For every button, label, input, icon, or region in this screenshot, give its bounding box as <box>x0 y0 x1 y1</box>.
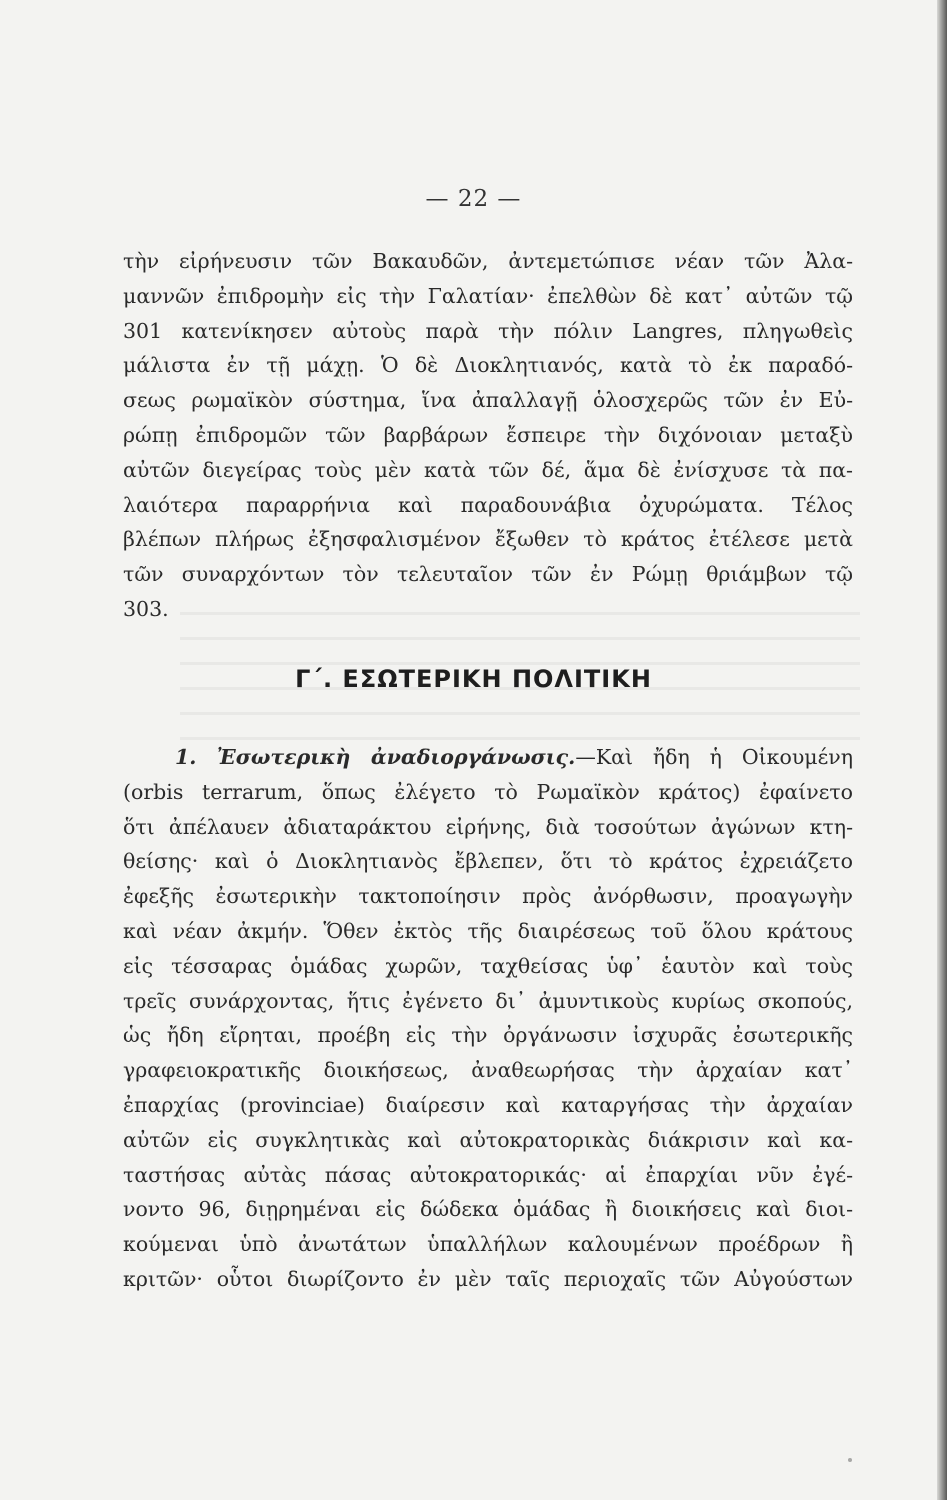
text-line: κριτῶν· οὗτοι διωρίζοντο ἐν μὲν ταῖς περιοχαῖς τῶν Αὐγούστων <box>123 1266 853 1291</box>
text-line: 303. <box>123 596 169 621</box>
text-line: βλέπων πλήρως ἐξησφαλισμένον ἔξωθεν τὸ κράτος ἐτέλεσε μετὰ <box>123 527 853 552</box>
text-line-first <box>123 740 853 775</box>
text-line: καὶ νέαν ἀκμήν. Ὅθεν ἐκτὸς τῆς διαιρέσεως τοῦ ὅλου κράτους <box>123 918 853 943</box>
text-line: (orbis terrarum, ὅπως ἐλέγετο τὸ Ρωμαϊκὸν κράτος) ἐφαίνετο <box>123 779 853 804</box>
text-line: κούμεναι ὑπὸ ἀνωτάτων ὑπαλλήλων καλουμένων προέδρων ἢ <box>123 1232 853 1257</box>
text-line: 301 κατενίκησεν αὐτοὺς παρὰ τὴν πόλιν Langres, πληγωθεὶς <box>123 318 853 343</box>
text-line: ρώπῃ ἐπιδρομῶν τῶν βαρβάρων ἔσπειρε τὴν διχόνοιαν μεταξὺ <box>123 422 853 447</box>
page-number: — 22 — <box>425 186 522 212</box>
text-line: αὐτῶν διεγείρας τοὺς μὲν κατὰ τῶν δέ, ἅμα δὲ ἐνίσχυσε τὰ πα- <box>123 457 853 482</box>
text-line: ὡς ἤδη εἴρηται, προέβη εἰς τὴν ὀργάνωσιν ἰσχυρᾶς ἐσωτερικῆς <box>123 1023 853 1048</box>
paragraph-2 <box>123 740 853 1297</box>
text-line: τὴν εἰρήνευσιν τῶν Βακαυδῶν, ἀντεμετώπισε νέαν τῶν Ἀλα- <box>123 249 853 273</box>
subsection-first-line-text: —Καὶ ἤδη ἡ Οἰκουμένη <box>575 745 853 769</box>
section-heading: Γ΄. ΕΣΩΤΕΡΙΚΗ ΠΟΛΙΤΙΚΗ <box>295 665 652 693</box>
text-line: ὅτι ἀπέλαυεν ἀδιαταράκτου εἰρήνης, διὰ τοσούτων ἀγώνων κτη- <box>123 814 853 839</box>
text-line: τῶν συναρχόντων τὸν τελευταῖον τῶν ἐν Ρώμῃ θριάμβων τῷ <box>123 562 853 587</box>
text-line: εἰς τέσσαρας ὁμάδας χωρῶν, ταχθείσας ὑφ᾽ ἑαυτὸν καὶ τοὺς <box>123 953 853 978</box>
page-edge-shadow <box>937 0 947 1500</box>
text-line: νοντο 96, διῃρημέναι εἰς δώδεκα ὁμάδας ἢ διοικήσεις καὶ διοι- <box>123 1197 853 1222</box>
text-line: θείσης· καὶ ὁ Διοκλητιανὸς ἔβλεπεν, ὅτι τὸ κράτος ἐχρειάζετο <box>123 849 853 874</box>
text-line: μαννῶν ἐπιδρομὴν εἰς τὴν Γαλατίαν· ἐπελθὼν δὲ κατ᾽ αὐτῶν τῷ <box>123 283 853 308</box>
text-line: λαιότερα παραρρήνια καὶ παραδουνάβια ὀχυρώματα. Τέλος <box>123 492 853 517</box>
paragraph-1 <box>123 244 853 627</box>
text-line: μάλιστα ἐν τῇ μάχῃ. Ὁ δὲ Διοκλητιανός, κατὰ τὸ ἐκ παραδό- <box>123 353 853 378</box>
text-line: ταστήσας αὐτὰς πάσας αὐτοκρατορικάς· αἱ ἐπαρχίαι νῦν ἐγέ- <box>123 1162 853 1187</box>
text-line: γραφειοκρατικῆς διοικήσεως, ἀναθεωρήσας τὴν ἀρχαίαν κατ᾽ <box>123 1058 853 1083</box>
subsection-title: 1. Ἐσωτερικὴ ἀναδιοργάνωσις. <box>175 745 576 769</box>
text-line: τρεῖς συνάρχοντας, ἥτις ἐγένετο δι᾽ ἀμυντικοὺς κυρίως σκοπούς, <box>123 988 853 1013</box>
text-line: ἐφεξῆς ἐσωτερικὴν τακτοποίησιν πρὸς ἀνόρθωσιν, προαγωγὴν <box>123 884 853 909</box>
text-line: αὐτῶν εἰς συγκλητικὰς καὶ αὐτοκρατορικὰς διάκρισιν καὶ κα- <box>123 1127 853 1152</box>
text-line: ἐπαρχίας (provinciae) διαίρεσιν καὶ καταργήσας τὴν ἀρχαίαν <box>123 1092 853 1117</box>
text-line: σεως ρωμαϊκὸν σύστημα, ἵνα ἀπαλλαγῇ ὁλοσχερῶς τῶν ἐν Εὐ- <box>123 388 853 413</box>
paper-speck <box>848 1458 852 1462</box>
